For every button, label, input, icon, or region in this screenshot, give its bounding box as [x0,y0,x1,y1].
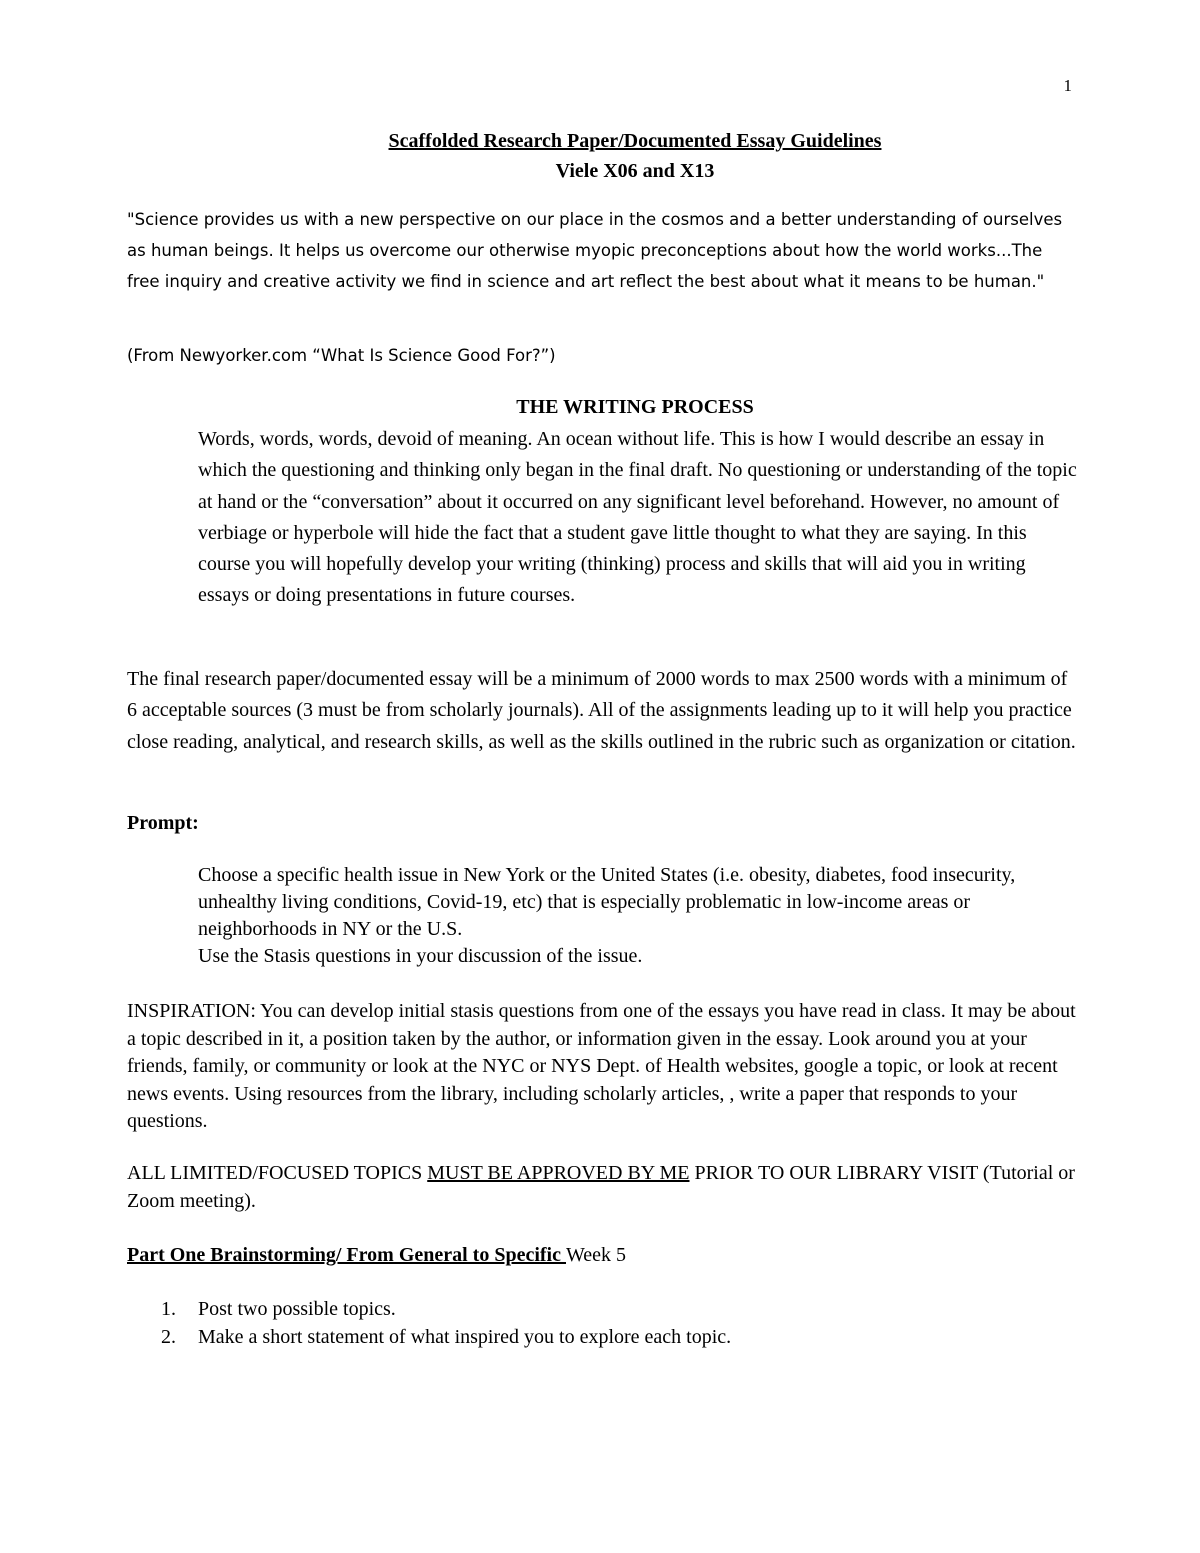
prompt-text-2: Use the Stasis questions in your discussion of the issue. [198,945,643,967]
approval-before: ALL LIMITED/FOCUSED TOPICS [127,1162,428,1184]
approval-after: PRIOR TO OUR LIBRARY VISIT (Tutorial or Zoom meeting). [127,1162,1075,1212]
list-item-number: 2. [161,1326,176,1348]
writing-process-paragraph: Words, words, words, devoid of meaning. An ocean without life. This is how I would describe an essay in which the questioning and thinking only began in the final draft. No questioning or understanding of the topic at hand or the “conversation” about it occurred on any significant level beforehand. However, no amount of verbiage or hyperbole will hide the fact that a student gave little thought to what they are saying. In this course you will hopefully develop your writing (thinking) process and skills that will aid you in writing essays or doing presentations in future courses. [198,428,1077,607]
list-item [127,1295,1077,1323]
part-one-heading: Part One Brainstorming/ From General to Specific [127,1244,566,1266]
writing-process-heading: THE WRITING PROCESS [516,396,754,418]
epigraph-quote: "Science provides us with a new perspective on our place in the cosmos and a better understanding of ourselves as human beings. It helps us overcome our otherwise myopic preconceptions about how the world works...The free inquiry and creative activity we find in science and art reflect the best about what it means to be human." [127,210,1063,291]
part-one-steps [127,1295,1077,1351]
list-item-text: Post two possible topics. [198,1298,396,1320]
document-title [0,126,1200,186]
list-item [127,1323,1077,1351]
prompt-body [198,862,1078,970]
title-line-2: Viele X06 and X13 [555,160,715,182]
part-one-week: Week 5 [566,1244,627,1266]
inspiration-paragraph: INSPIRATION: You can develop initial stasis questions from one of the essays you have read in class. It may be about a topic described in it, a position taken by the author, or information given in the essay. Look around you at your friends, family, or community or look at the NYC or NYS Dept. of Health websites, google a topic, or look at recent news events. Using resources from the library, including scholarly articles, , write a paper that responds to your questions. [127,1000,1076,1132]
list-item-number: 1. [161,1298,176,1320]
part-one-heading-line [127,1244,626,1267]
list-item-text: Make a short statement of what inspired you to explore each topic. [198,1326,732,1348]
approval-paragraph [127,1160,1077,1215]
quote-source: (From Newyorker.com “What Is Science Good For?”) [127,346,556,365]
approval-underlined: MUST BE APPROVED BY ME [427,1162,690,1184]
prompt-label: Prompt: [127,812,199,834]
prompt-text-1: Choose a specific health issue in New York or the United States (i.e. obesity, diabetes, food insecurity, unhealthy living conditions, Covid-19, etc) that is especially problematic in low-income areas or neighborhoods in NY or the U.S. [198,864,1016,940]
title-line-1: Scaffolded Research Paper/Documented Essay Guidelines [388,130,882,152]
page-number: 1 [1063,76,1072,95]
final-paper-paragraph: The final research paper/documented essay will be a minimum of 2000 words to max 2500 words with a minimum of 6 acceptable sources (3 must be from scholarly journals). All of the assignments leading up to it will help you practice close reading, analytical, and research skills, as well as the skills outlined in the rubric such as organization or citation. [127,668,1076,753]
